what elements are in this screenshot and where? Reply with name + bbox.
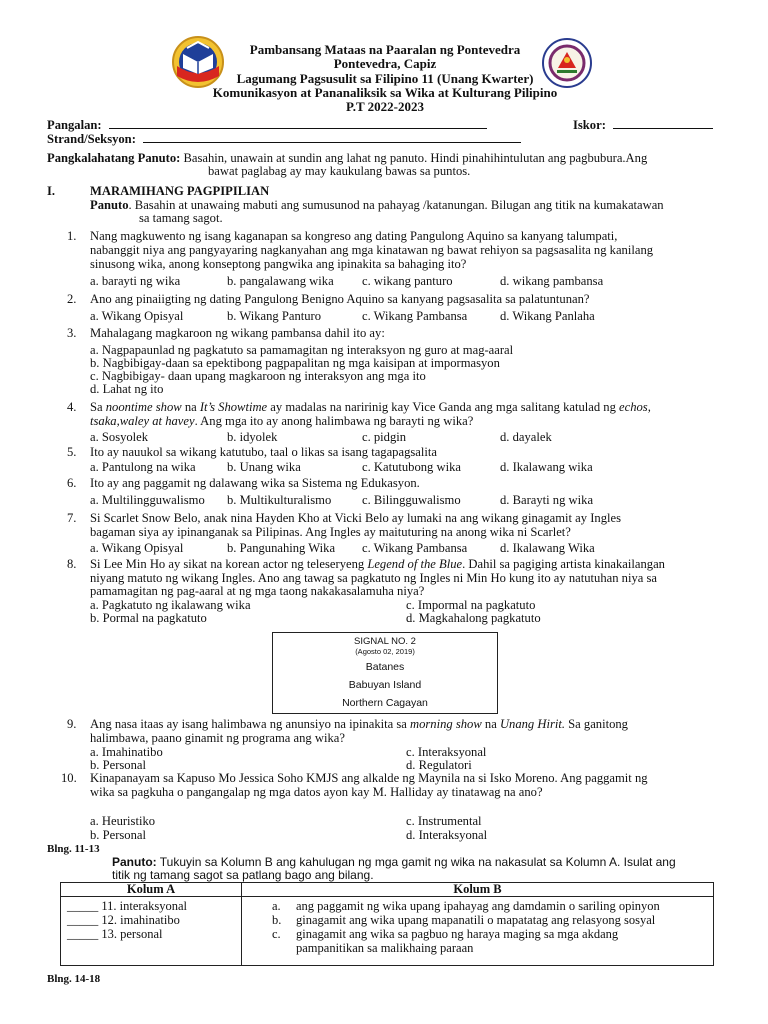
name-label: Pangalan: — [47, 118, 102, 132]
q5-number: 5. — [67, 445, 77, 459]
section-field[interactable] — [47, 131, 521, 146]
q3-choice-c[interactable]: c. Nagbibigay- daan upang magkaroon ng interaksyon ang mga ito — [90, 369, 426, 383]
match-item-11[interactable]: _____ 11. interaksyonal — [67, 899, 188, 913]
q7-choice-b[interactable]: b. Pangunahing Wika — [227, 541, 336, 555]
q10-number: 10. — [61, 771, 77, 785]
q7-choice-c[interactable]: c. Wikang Pambansa — [362, 541, 468, 555]
q1-choice-d[interactable]: d. wikang pambansa — [500, 274, 604, 288]
school-name: Pambansang Mataas na Paaralan ng Pontevedra — [249, 42, 521, 57]
matching-table — [60, 882, 714, 966]
q2-choice-a[interactable]: a. Wikang Opisyal — [90, 309, 184, 323]
q7-text-2: bagaman siya ay ipinanganak sa Pilipinas. Ang Ingles ay maituturing na anong wika ni Scarlet? — [90, 525, 571, 539]
q1-number: 1. — [67, 229, 77, 243]
column-a-header: Kolum A — [61, 883, 242, 897]
q10-choice-c[interactable]: c. Instrumental — [406, 814, 482, 828]
q2-choice-b[interactable]: b. Wikang Panturo — [227, 309, 322, 323]
q10-choice-a[interactable]: a. Heuristiko — [90, 814, 156, 828]
column-a-cell — [61, 897, 242, 966]
q6-choice-d[interactable]: d. Barayti ng wika — [500, 493, 594, 507]
q8-choice-a[interactable]: a. Pagkatuto ng ikalawang wika — [90, 598, 251, 612]
q9-choice-a[interactable]: a. Imahinatibo — [90, 745, 163, 759]
signal-place-2: Babuyan Island — [348, 679, 422, 691]
q8-choice-d[interactable]: d. Magkahalong pagkatuto — [406, 611, 541, 625]
match-letter-c: c. — [272, 927, 281, 941]
q4-choice-a[interactable]: a. Sosyolek — [90, 430, 149, 444]
part-title: MARAMIHANG PAGPIPILIAN — [90, 184, 270, 198]
q3-choice-d[interactable]: d. Lahat ng ito — [90, 382, 164, 396]
q4-text-2: tsaka,waley at havey. Ang mga ito ay anong halimbawa ng barayti ng wika? — [90, 414, 474, 428]
score-label: Iskor: — [573, 118, 606, 132]
q1-choice-b[interactable]: b. pangalawang wika — [227, 274, 334, 288]
q8-choice-c[interactable]: c. Impormal na pagkatuto — [406, 598, 536, 612]
q5-text: Ito ay nauukol sa wikang katutubo, taal o likas sa isang tagapagsalita — [90, 445, 437, 459]
q6-choice-a[interactable]: a. Multilingguwalismo — [90, 493, 205, 507]
school-place: Pontevedra, Capiz — [333, 56, 437, 71]
part1-instructions-cont: sa tamang sagot. — [139, 211, 223, 225]
signal-announcement-box — [272, 632, 498, 714]
general-instructions: Pangkalahatang Panuto: Basahin, unawain at sundin ang lahat ng panuto. Hindi pinahihintulutan ang pagbubura.Ang — [47, 151, 648, 165]
q10-text-2: wika sa pagkuha o pangangalap ng mga datos ayon kay M. Halliday ay tinatawag na ano? — [90, 785, 543, 799]
q8-text-3: pamamagitan ng pag-aaral at ng mga taong nakakasalamuha niya? — [90, 584, 425, 598]
part2-instructions-cont: titik ng tamang sagot sa patlang bago ang bilang. — [112, 868, 374, 882]
signal-title: SIGNAL NO. 2 — [354, 636, 416, 647]
column-b-cell — [242, 897, 714, 966]
match-definition-c: ginagamit ang wika sa pagbuo ng haraya maging sa mga akdang — [296, 927, 619, 941]
q5-choice-a[interactable]: a. Pantulong na wika — [90, 460, 196, 474]
match-definition-c-cont: pampanitikan sa malikhaing paraan — [296, 941, 474, 955]
q7-text: Si Scarlet Snow Belo, anak nina Hayden Kho at Vicki Belo ay lumaki na ang wikang ginagamit ay Ingles — [90, 511, 621, 525]
q9-text-2: halimbawa, paano ginamit ng programa ang wika? — [90, 731, 345, 745]
q3-text: Mahalagang magkaroon ng wikang pambansa dahil ito ay: — [90, 326, 385, 340]
q10-choice-b[interactable]: b. Personal — [90, 828, 146, 842]
q4-choice-d[interactable]: d. dayalek — [500, 430, 552, 444]
signal-place-3: Northern Cagayan — [342, 697, 428, 709]
q2-text: Ano ang pinaiigting ng dating Pangulong Benigno Aquino sa kanyang pagsasalita sa palatuntunan? — [90, 292, 590, 306]
q3-choice-b[interactable]: b. Nagbibigay-daan sa epektibong pagpapalitan ng mga kaisipan at impormasyon — [90, 356, 500, 370]
items-range-14-18: Blng. 14-18 — [47, 973, 101, 985]
column-b-header: Kolum B — [242, 883, 714, 897]
match-item-12[interactable]: _____ 12. imahinatibo — [67, 913, 180, 927]
q8-text: Si Lee Min Ho ay sikat na korean actor ng teleseryeng Legend of the Blue. Dahil sa pagiging artista kinakailangan — [90, 557, 665, 571]
q5-choice-b[interactable]: b. Unang wika — [227, 460, 301, 474]
match-letter-a: a. — [272, 899, 281, 913]
q6-text: Ito ay ang paggamit ng dalawang wika sa Sistema ng Edukasyon. — [90, 476, 420, 490]
items-range-11-13: Blng. 11-13 — [47, 843, 100, 855]
match-definition-b: ginagamit ang wika upang mapanatili o mapatatag ang relasyong sosyal — [296, 913, 656, 927]
q3-choice-a[interactable]: a. Nagpapaunlad ng pagkatuto sa pamamagitan ng interaksyon ng guro at mag-aaral — [90, 343, 514, 357]
part1-instructions: Panuto. Basahin at unawaing mabuti ang sumusunod na pahayag /katanungan. Bilugan ang titik na kumakatawan — [90, 198, 664, 212]
match-item-13[interactable]: _____ 13. personal — [67, 927, 163, 941]
q5-choice-c[interactable]: c. Katutubong wika — [362, 460, 461, 474]
q4-choice-b[interactable]: b. idyolek — [227, 430, 278, 444]
part-number: I. — [47, 184, 56, 198]
q9-choice-b[interactable]: b. Personal — [90, 758, 146, 772]
q4-number: 4. — [67, 400, 77, 414]
q1-text-2: nabanggit niya ang pangyayaring nagkanyahan ang mga kinatawan ng bawat rehiyon sa pagsasalita ng kanilang — [90, 243, 654, 257]
subject-title: Komunikasyon at Pananaliksik sa Wika at Kulturang Pilipino — [212, 85, 558, 100]
match-letter-b: b. — [272, 913, 282, 927]
general-instructions-cont: bawat paglabag ay may kaukulang bawas sa puntos. — [208, 164, 471, 178]
q9-text: Ang nasa itaas ay isang halimbawa ng anunsiyo na ipinakita sa morning show na Unang Hirit. Sa ganitong — [90, 717, 628, 731]
part2-instructions: Panuto: Tukuyin sa Kolumn B ang kahulugan ng mga gamit ng wika na nakasulat sa Kolumn A. Isulat ang — [112, 855, 676, 869]
q6-number: 6. — [67, 476, 77, 490]
q2-number: 2. — [67, 292, 77, 306]
q5-choice-d[interactable]: d. Ikalawang wika — [500, 460, 593, 474]
q1-text-3: sinusong wika, anong konseptong pangwika ang ipinakita sa bahaging ito? — [90, 257, 467, 271]
q6-choice-c[interactable]: c. Bilingguwalismo — [362, 493, 461, 507]
name-field[interactable] — [47, 117, 487, 132]
q4-choice-c[interactable]: c. pidgin — [362, 430, 407, 444]
signal-place-1: Batanes — [365, 661, 405, 673]
q6-choice-b[interactable]: b. Multikulturalismo — [227, 493, 332, 507]
q8-text-2: niyang matuto ng wikang Ingles. Ano ang tawag sa pagkatuto ng Ingles ni Min Ho kung ito ay natutuhan niya sa — [90, 571, 657, 585]
q8-choice-b[interactable]: b. Pormal na pagkatuto — [90, 611, 207, 625]
q10-text: Kinapanayam sa Kapuso Mo Jessica Soho KMJS ang alkalde ng Maynila na si Isko Moreno. Ang paggamit ng — [90, 771, 648, 785]
section-label: Strand/Seksyon: — [47, 132, 136, 146]
match-definition-a: ang paggamit ng wika upang ipahayag ang damdamin o sariling opinyon — [296, 899, 660, 913]
signal-date: (Agosto 02, 2019) — [355, 647, 415, 656]
q1-choice-c[interactable]: c. wikang panturo — [362, 274, 453, 288]
q3-number: 3. — [67, 326, 77, 340]
q9-choice-d[interactable]: d. Regulatori — [406, 758, 472, 772]
q7-choice-d[interactable]: d. Ikalawang Wika — [500, 541, 595, 555]
q8-number: 8. — [67, 557, 77, 571]
q9-choice-c[interactable]: c. Interaksyonal — [406, 745, 487, 759]
q7-number: 7. — [67, 511, 77, 525]
q7-choice-a[interactable]: a. Wikang Opisyal — [90, 541, 184, 555]
q2-choice-c[interactable]: c. Wikang Pambansa — [362, 309, 468, 323]
q10-choice-d[interactable]: d. Interaksyonal — [406, 828, 488, 842]
exam-title: Lagumang Pagsusulit sa Filipino 11 (Unang Kwarter) — [236, 71, 534, 86]
school-year: P.T 2022-2023 — [345, 99, 424, 114]
q9-number: 9. — [67, 717, 77, 731]
q4-text: Sa noontime show na It’s Showtime ay madalas na naririnig kay Vice Ganda ang mga salitang katulad ng echos, — [90, 400, 651, 414]
q2-choice-d[interactable]: d. Wikang Panlaha — [500, 309, 595, 323]
score-field[interactable] — [573, 117, 713, 132]
q1-text: Nang magkuwento ng isang kaganapan sa kongreso ang dating Pangulong Aquino sa kanyang talumpati, — [90, 229, 618, 243]
q1-choice-a[interactable]: a. barayti ng wika — [90, 274, 181, 288]
